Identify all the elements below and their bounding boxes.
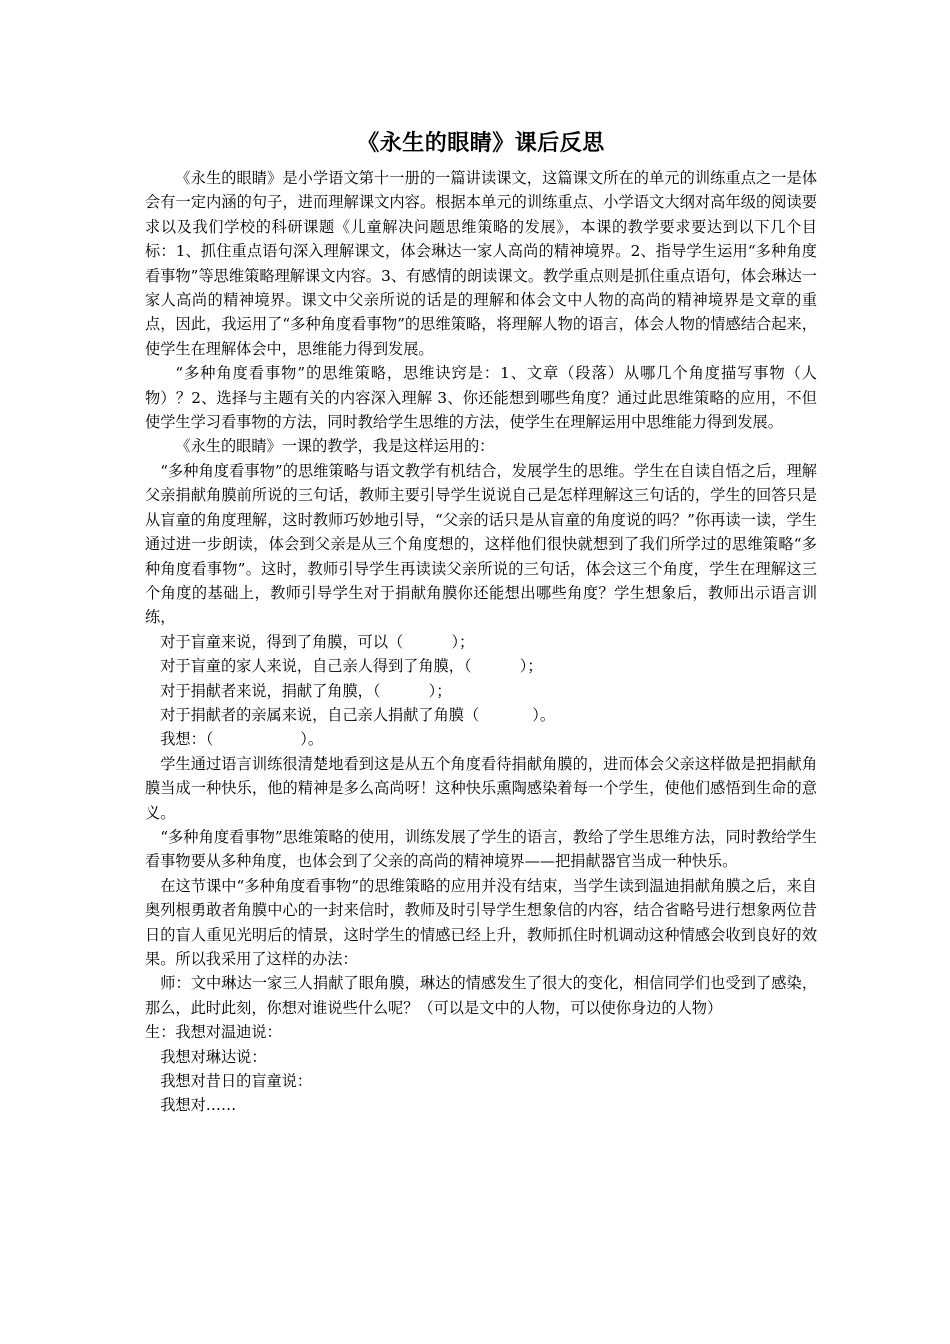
document-page <box>145 128 817 1118</box>
paragraph-application: 《永生的眼睛》一课的教学，我是这样运用的： <box>175 437 495 456</box>
exercise-line: 我想：（ ）。 <box>160 730 324 749</box>
exercise-line: 对于捐献者的亲属来说，自己亲人捐献了角膜（ ）。 <box>160 705 556 724</box>
dialogue-line: 我想对…… <box>160 1096 237 1115</box>
paragraph-strategy: “多种角度看事物”的思维策略，思维诀窍是：1、文章（段落）从哪几个角度描写事物（人物）？2、选择与主题有关的内容深入理解 3、你还能想到哪些角度？通过此思维策略的应用，不但使学生学习看事物的方法，同时教给学生思维的方法，使学生在理解运用中思维能力得到发展。 <box>145 364 817 432</box>
document-title: 《永生的眼睛》课后反思 <box>357 131 605 156</box>
exercise-line: 对于捐献者来说，捐献了角膜，（ ）； <box>160 681 452 700</box>
dialogue-line: 我想对琳达说： <box>160 1047 267 1066</box>
exercise-line: 对于盲童的家人来说，自己亲人得到了角膜，（ ）； <box>160 657 543 676</box>
paragraph-intro: 《永生的眼睛》是小学语文第十一册的一篇讲读课文，这篇课文所在的单元的训练重点之一是体会有一定内涵的句子，进而理解课文内容。根据本单元的训练重点、小学语文大纲对高年级的阅读要求以及我们学校的科研课题《儿童解决问题思维策略的发展》，本课的教学要求要达到以下几个目标：1、抓住重点语句深入理解课文，体会琳达一家人高尚的精神境界。2、指导学生运用“多种角度看事物”等思维策略理解课文内容。3、有感情的朗读课文。教学重点则是抓住重点语句，体会琳达一家人高尚的精神境界。课文中父亲所说的话是的理解和体会文中人物的高尚的精神境界是文章的重点，因此，我运用了“多种角度看事物”的思维策略，将理解人物的语言，体会人物的情感结合起来，使学生在理解体会中，思维能力得到发展。 <box>145 169 817 358</box>
paragraph-teaching: “多种角度看事物”的思维策略与语文教学有机结合，发展学生的思维。学生在自读自悟之后，理解父亲捐献角膜前所说的三句话，教师主要引导学生说说自己是怎样理解这三句话的，学生的回答只是从盲童的角度理解，这时教师巧妙地引导，“父亲的话只是从盲童的角度说的吗？”你再读一读，学生通过进一步朗读，体会到父亲是从三个角度想的，这样他们很快就想到了我们所学过的思维策略“多种角度看事物”。这时，教师引导学生再读读父亲所说的三句话，体会这三个角度，学生在理解这三个角度的基础上，教师引导学生对于捐献角膜你还能想出哪些角度？学生想象后，教师出示语言训练， <box>145 461 817 627</box>
paragraph-result: 学生通过语言训练很清楚地看到这是从五个角度看待捐献角膜的，进而体会父亲这样做是把捐献角膜当成一种快乐，他的精神是多么高尚呀！这种快乐熏陶感染着每一个学生，使他们感悟到生命的意义。 <box>145 754 817 822</box>
paragraph-summary: “多种角度看事物”思维策略的使用，训练发展了学生的语言，教给了学生思维方法，同时教给学生看事物要从多种角度，也体会到了父亲的高尚的精神境界——把捐献器官当成一种快乐。 <box>145 827 817 871</box>
dialogue-line: 生：我想对温迪说： <box>145 1023 282 1042</box>
dialogue-line: 我想对昔日的盲童说： <box>160 1072 313 1091</box>
paragraph-extension: 在这节课中“多种角度看事物”的思维策略的应用并没有结束，当学生读到温迪捐献角膜之后，来自奥列根勇敢者角膜中心的一封来信时，教师及时引导学生想象信的内容，结合省略号进行想象两位昔日的盲人重见光明后的情景，这时学生的情感已经上升，教师抓住时机调动这种情感会收到良好的效果。所以我采用了这样的办法： <box>145 876 817 968</box>
paragraph-teacher-prompt: 师：文中琳达一家三人捐献了眼角膜，琳达的情感发生了很大的变化，相信同学们也受到了感染，那么，此时此刻，你想对谁说些什么呢？（可以是文中的人物，可以使你身边的人物） <box>145 974 817 1017</box>
exercise-line: 对于盲童来说，得到了角膜，可以（ ）； <box>160 632 475 651</box>
